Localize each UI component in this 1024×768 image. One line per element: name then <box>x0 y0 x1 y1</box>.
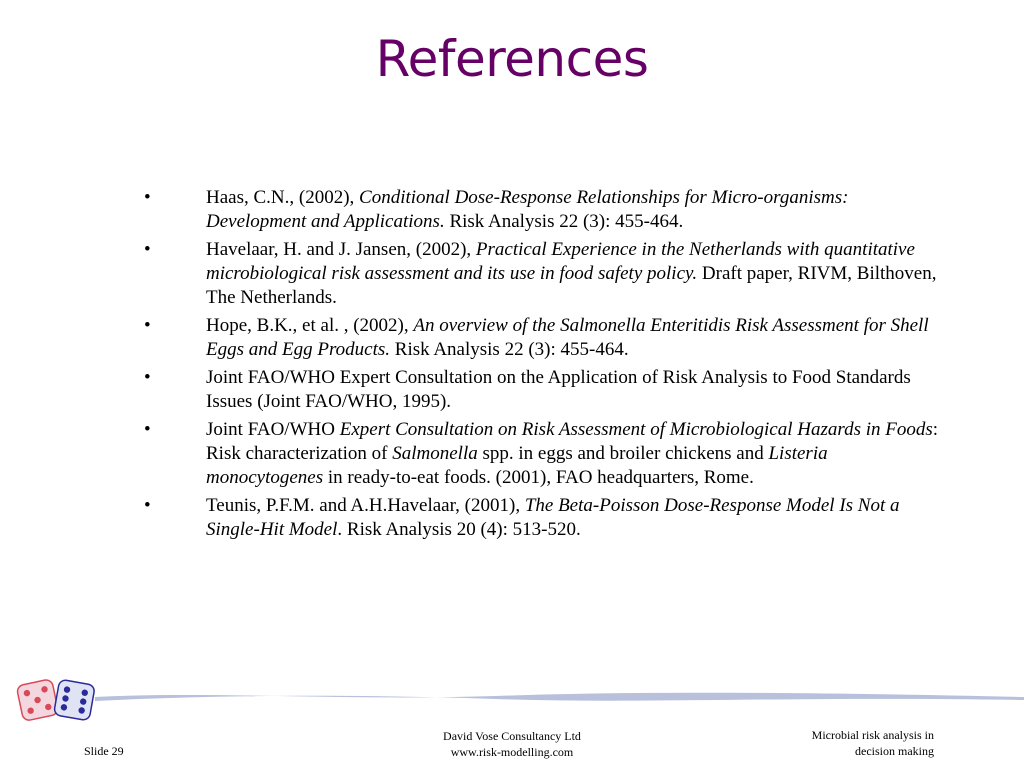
reference-text-part: spp. in eggs and broiler chickens and <box>477 443 769 464</box>
reference-text-part: Draft paper, RIVM, Bilthoven, The Netherlands. <box>206 263 937 308</box>
footer-topic <box>734 727 934 759</box>
slide-number: Slide 29 <box>84 744 124 758</box>
reference-text-part: Havelaar, H. and J. Jansen, (2002), <box>206 239 476 260</box>
bullet: • <box>144 187 151 208</box>
reference-item <box>140 366 948 414</box>
reference-text-part: . Risk Analysis 20 (4): 513-520. <box>337 519 581 540</box>
reference-item <box>140 314 948 362</box>
footer-divider-line <box>95 687 1024 705</box>
topic-line-2: decision making <box>855 744 934 758</box>
reference-title: Conditional Dose-Response Relationships for Micro-organisms: Development and Applications. <box>206 187 849 232</box>
topic-line-1: Microbial risk analysis in <box>811 728 934 742</box>
reference-item <box>140 186 948 234</box>
company-website: www.risk-modelling.com <box>450 745 574 759</box>
bullet: • <box>144 495 151 516</box>
reference-item <box>140 494 948 542</box>
reference-title: Expert Consultation on Risk Assessment of Microbiological Hazards in Foods <box>339 419 933 440</box>
reference-item <box>140 418 948 490</box>
reference-text-part: Teunis, P.F.M. and A.H.Havelaar, (2001), <box>206 495 525 516</box>
bullet: • <box>144 239 151 260</box>
reference-text-part: Joint FAO/WHO <box>206 419 340 440</box>
reference-list <box>140 186 948 546</box>
reference-text-part: in ready-to-eat foods. (2001), FAO headquarters, Rome. <box>323 467 754 488</box>
reference-text-part: Haas, C.N., (2002), <box>206 187 360 208</box>
reference-text-part: Joint FAO/WHO Expert Consultation on the Application of Risk Analysis to Food Standards Issues (Joint FAO/WHO, 1995). <box>206 367 911 412</box>
bullet: • <box>144 315 151 336</box>
reference-title: Practical Experience in the Netherlands with quantitative microbiological risk assessment and its use in food safety policy. <box>206 239 915 284</box>
reference-title: An overview of the Salmonella Enteritidis Risk Assessment for Shell Eggs and Egg Products. <box>206 315 929 360</box>
bullet: • <box>144 367 151 388</box>
reference-text-part: Hope, B.K., et al. , (2002), <box>206 315 414 336</box>
bullet: • <box>144 419 151 440</box>
company-name: David Vose Consultancy Ltd <box>443 729 581 743</box>
reference-title: The Beta-Poisson Dose-Response Model Is Not a Single-Hit Model <box>206 495 900 540</box>
species-name: Salmonella <box>392 443 478 464</box>
footer-company <box>412 728 612 760</box>
dice-logo-icon <box>14 672 100 728</box>
reference-item <box>140 238 948 310</box>
reference-text-part: Risk Analysis 22 (3): 455-464. <box>444 211 684 232</box>
reference-text-part: : Risk characterization of <box>206 419 939 464</box>
slide-title: References <box>375 30 649 88</box>
reference-text-part: Risk Analysis 22 (3): 455-464. <box>390 339 629 360</box>
species-name: Listeria monocytogenes <box>206 443 828 488</box>
